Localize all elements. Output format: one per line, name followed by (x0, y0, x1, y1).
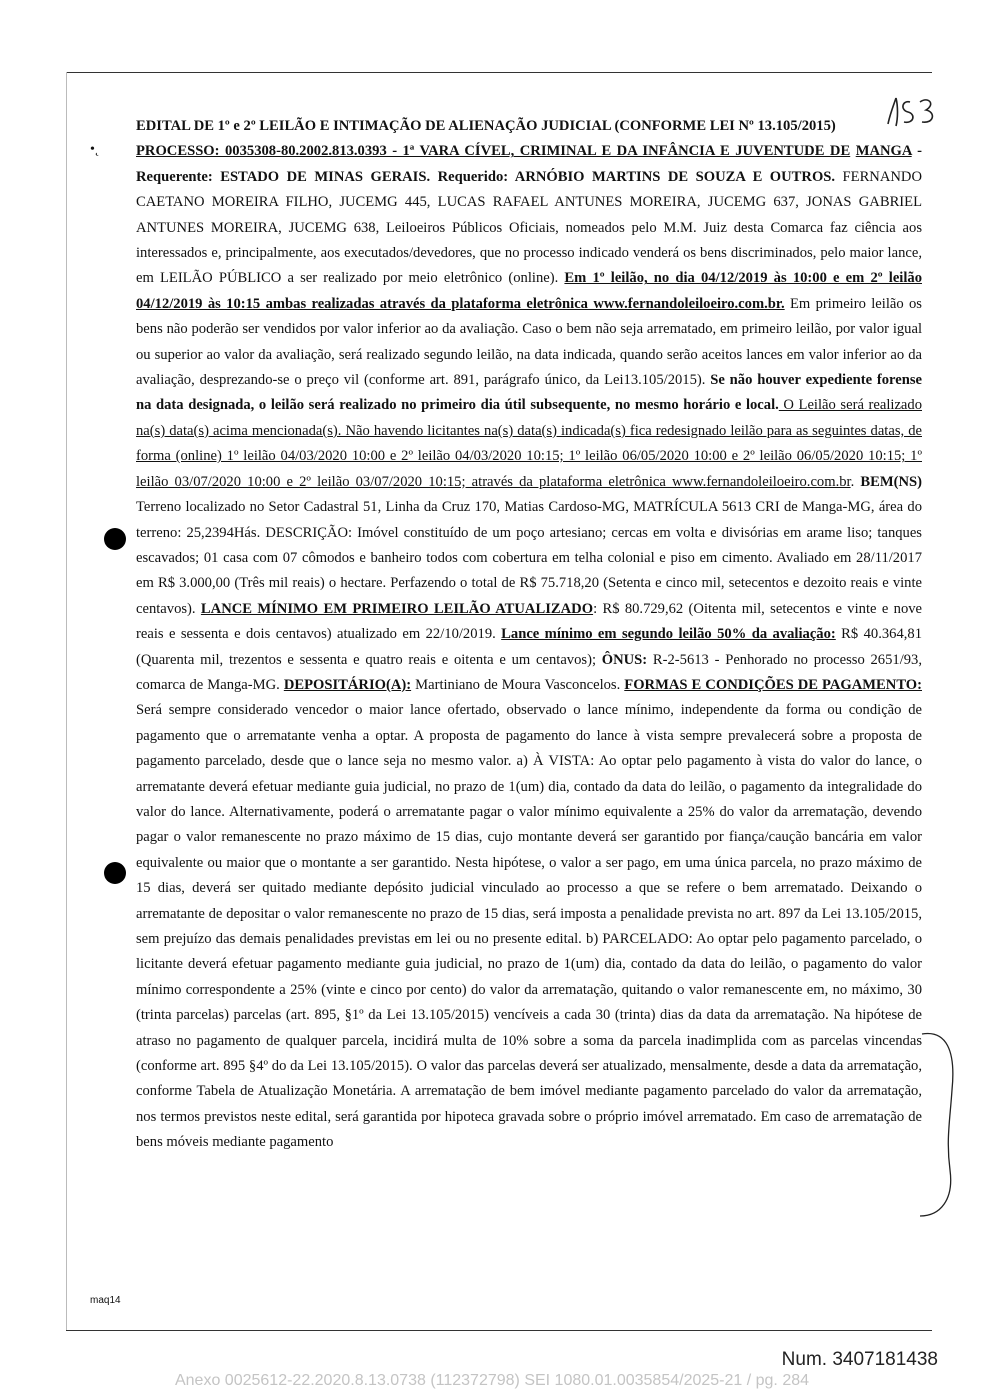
comarca: MANGA (855, 143, 912, 160)
partes: - Requerente: ESTADO DE MINAS GERAIS. Requerido: ARNÓBIO MARTINS DE SOUZA E OUTROS. (136, 143, 922, 185)
left-margin-line (66, 72, 67, 1330)
formas-text: Será sempre considerado vencedor o maior lance ofertado, observado o lance mínimo, independente da forma ou condição de pagamento que o arrematante venha a optar. A proposta de pagamento do lance à vista sempre prevalecerá sobre a proposta de pagamento parcelado, desde que o lance seja no mesmo valor. a) À VISTA: Ao optar pelo pagamento à vista do valor do lance, o arrematante deverá efetuar mediante guia judicial, no prazo de 1(um) dia, contado da data do leilão, o pagamento da integralidade do valor do lance. Alternativamente, poderá o arrematante pagar o valor mínimo equivalente a 25% do valor da arrematação, devendo pagar o valor remanescente no prazo máximo de 15 dias, cujo montante deverá ser garantido por fiança/caução bancária em valor equivalente ou maior que o montante a ser garantido. Nesta hipótese, o valor a ser pago, em uma única parcela, no prazo máximo de 15 dias, deverá ser quitado mediante depósito judicial vinculado ao processo a que se refere o bem arrematado. Deixando o arrematante de depositar o valor remanescente no prazo de 15 dias, será imposta a penalidade prevista no art. 897 da Lei 13.105/2015, sem prejuízo das demais penalidades previstas em lei ou no presente edital. b) PARCELADO: Ao optar pelo pagamento parcelado, o licitante deverá efetuar pagamento mediante guia judicial, no prazo de 1(um) dia, contado da data do leilão, o pagamento do valor mínimo correspondente a 25% (vinte e cinco por cento) do valor da arrematação, quitando o valor remanescente em, no máximo, 30 (trinta parcelas) parcelas (art. 895, §1º da Lei 13.105/2015) vencíveis a cada 30 (trinta) dias da data da arrematação. Na hipótese de atraso no pagamento de qualquer parcela, incidirá multa de 10% sobre a soma da parcela inadimplida com as parcelas vincendas (conforme art. 895 §4º do da Lei 13.105/2015). O valor das parcelas deverá ser atualizado, mensalmente, desde a data da arrematação, conforme Tabela de Atualização Monetária. A arrematação de bem imóvel mediante pagamento parcelado do valor da arrematação, nos termos previstos neste edital, será garantida por hipoteca gravada sobre o próprio imóvel arrematado. Em caso de arrematação de bens móveis mediante pagamento (136, 702, 922, 1151)
datas-leilao: Em 1º leilão, no dia 04/12/2019 às 10:00 e em 2º leilão 04/12/2019 às 10:15 ambas realizadas através da plataforma eletrônica www.fernandoleiloeiro.com.br. (136, 270, 922, 312)
punch-hole (104, 862, 126, 884)
top-rule (66, 72, 932, 73)
document-number: Num. 3407181438 (781, 1349, 938, 1370)
lance1-label: LANCE MÍNIMO EM PRIMEIRO LEILÃO ATUALIZADO (200, 600, 594, 617)
bens-text: Terreno localizado no Setor Cadastral 51, Linha da Cruz 170, Matias Cardoso-MG, MATRÍCULA 5613 CRI de Manga-MG, área do terreno: 25,2394Hás. DESCRIÇÃO: Imóvel constituído de um poço artesiano; cercas em volta e divisórias em arame liso; tanques escavados; 01 casa com 07 cômodos e banheiro todos com cobertura em telha colonial e piso em cimento. Avaliado em 28/11/2017 em R$ 3.000,00 (Três mil reais) o hectare. Perfazendo o total de R$ 75.718,20 (Setenta e cinco mil, setecentos e dezoito reais e vinte centavos). (136, 499, 922, 617)
margin-label: maq14 (90, 1295, 121, 1306)
bottom-rule (66, 1330, 932, 1331)
lance2-label: Lance mínimo em segundo leilão 50% da avaliação: (501, 626, 836, 643)
onus-text: R-2-5613 - Penhorado no processo 2651/93, comarca de Manga-MG. (136, 651, 922, 693)
punch-hole (104, 528, 126, 550)
regras: Em primeiro leilão os bens não poderão ser vendidos por valor inferior ao da avaliação. Caso o bem não seja arrematado, em primeiro leilão, por valor igual ou superior ao valor da avaliação, será realizado segundo leilão, na data indicada, quando serão aceitos lances em valor inferior ao da avaliação, desprezando-se o preço vil (conforme art. 891, parágrafo único, da Lei13.105/2015). (136, 295, 922, 389)
footer-annex: Anexo 0025612-22.2020.8.13.0738 (112372798) SEI 1080.01.0035854/2025-21 / pg. 284 (174, 1372, 810, 1389)
processo: PROCESSO: 0035308-80.2002.813.0393 - 1ª VARA CÍVEL, CRIMINAL E DA INFÂNCIA E JUVENTUDE DE (136, 143, 851, 160)
margin-mark: •˛ (90, 142, 100, 157)
edital-title: EDITAL DE 1º e 2º LEILÃO E INTIMAÇÃO DE ALIENAÇÃO JUDICIAL (CONFORME LEI Nº 13.105/2015) (136, 118, 836, 134)
lance2-text: R$ 40.364,81 (Quarenta mil, trezentos e sessenta e quatro reais e oitenta e um centavos); (136, 626, 922, 668)
formas-label: FORMAS E CONDIÇÕES DE PAGAMENTO: (624, 676, 922, 693)
intro: FERNANDO CAETANO MOREIRA FILHO, JUCEMG 445, LUCAS RAFAEL ANTUNES MOREIRA, JUCEMG 637, JONAS GABRIEL ANTUNES MOREIRA, JUCEMG 638, Leiloeiros Públicos Oficiais, nomeados pelo M.M. Juiz desta Comarca faz ciência aos interessados e, principalmente, aos executados/devedores, que no processo indicado venderá os bens discriminados, pelo maior lance, em LEILÃO PÚBLICO a ser realizado por meio eletrônico (online). (136, 168, 922, 287)
lance1-text: : R$ 80.729,62 (Oitenta mil, setecentos e vinte e nove reais e sessenta e dois centavos) atualizado em 22/10/2019. (136, 600, 923, 643)
edital-text (136, 114, 922, 1156)
depositario-text: Martiniano de Moura Vasconcelos. (411, 676, 625, 693)
period: . (850, 473, 861, 490)
expediente: Se não houver expediente forense na data designada, o leilão será realizado no primeiro dia útil subsequente, no mesmo horário e local. (136, 372, 922, 414)
bens-label: BEM(NS) (860, 473, 922, 490)
depositario-label: DEPOSITÁRIO(A): (283, 676, 412, 693)
redesignacao: O Leilão será realizado na(s) data(s) acima mencionada(s). Não havendo licitantes na(s) data(s) indicada(s) fica redesignado leilão para as seguintes datas, de forma (online) 1º leilão 04/03/2020 10:00 e 2º leilão 04/03/2020 10:15; 1º leilão 06/05/2020 10:00 e 2º leilão 06/05/2020 10:15; 1º leilão 03/07/2020 10:00 e 2º leilão 03/07/2020 10:15; através da plataforma eletrônica www.fernandoleiloeiro.com.br (136, 397, 922, 490)
handwritten-bracket (916, 1030, 962, 1220)
onus-label: ÔNUS: (601, 651, 648, 668)
